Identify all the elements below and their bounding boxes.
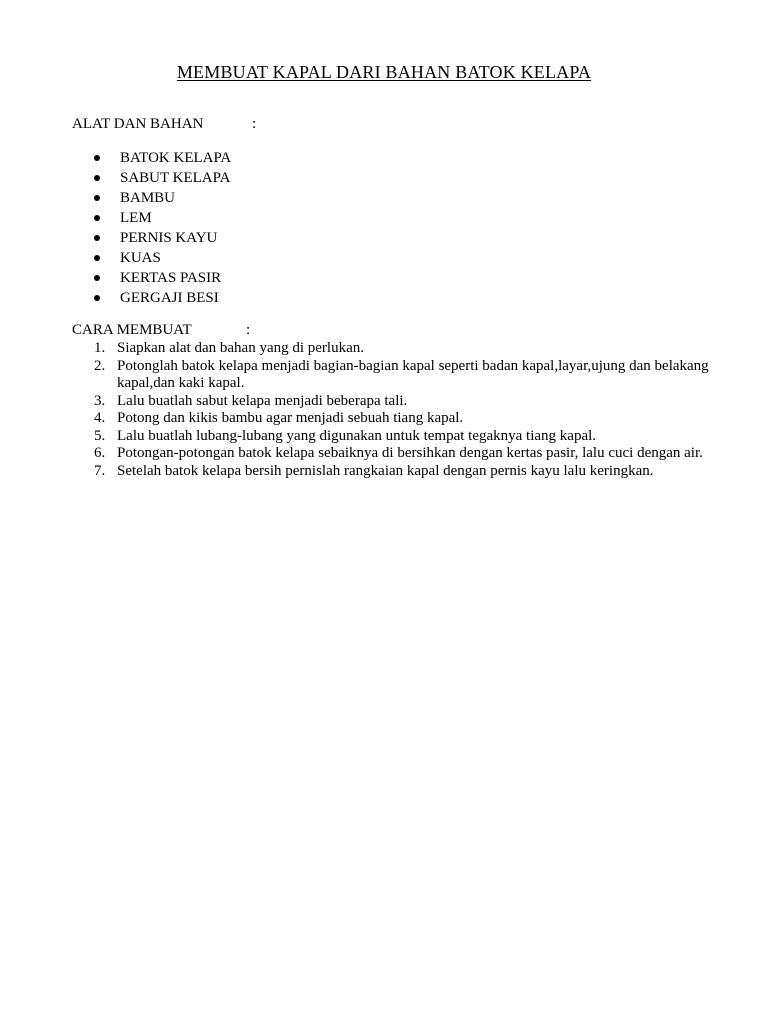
material-item	[92, 188, 231, 208]
step-text: Potonglah batok kelapa menjadi bagian-bagian kapal seperti badan kapal,layar,ujung dan belakang kapal,dan kaki kapal.	[117, 357, 709, 391]
materials-heading-colon: :	[252, 116, 257, 132]
step-item	[90, 358, 710, 393]
step-text: Lalu buatlah lubang-lubang yang digunakan untuk tempat tegaknya tiang kapal.	[117, 427, 597, 444]
step-item	[90, 410, 710, 428]
material-item	[92, 288, 231, 308]
step-number: 1.	[94, 340, 106, 356]
bullet-icon	[94, 155, 100, 161]
step-text: Potong dan kikis bambu agar menjadi sebuah tiang kapal.	[117, 410, 464, 426]
step-number: 5.	[94, 427, 106, 444]
step-number: 3.	[94, 392, 106, 409]
bullet-icon	[94, 175, 100, 181]
step-number: 6.	[94, 445, 106, 461]
material-item	[92, 148, 231, 168]
material-item	[92, 228, 231, 248]
step-text: Lalu buatlah sabut kelapa menjadi beberapa tali.	[117, 392, 408, 409]
material-item-text: GERGAJI BESI	[120, 290, 219, 306]
material-item-text: SABUT KELAPA	[120, 170, 231, 186]
step-item	[90, 445, 710, 463]
step-number: 2.	[94, 357, 106, 374]
step-item	[90, 463, 710, 481]
material-item-text: PERNIS KAYU	[120, 230, 218, 246]
bullet-icon	[94, 255, 100, 261]
step-item	[90, 428, 710, 446]
step-number: 7.	[94, 462, 106, 479]
material-item-text: BAMBU	[120, 190, 176, 206]
material-item	[92, 168, 231, 188]
step-text: Siapkan alat dan bahan yang di perlukan.	[117, 340, 365, 356]
material-item-text: KUAS	[120, 250, 161, 266]
material-item	[92, 248, 231, 268]
bullet-icon	[94, 295, 100, 301]
step-number: 4.	[94, 410, 106, 426]
materials-heading	[72, 116, 257, 133]
material-item	[92, 208, 231, 228]
material-item-text: KERTAS PASIR	[120, 270, 222, 286]
steps-list	[90, 340, 710, 480]
step-item	[90, 393, 710, 411]
bullet-icon	[94, 195, 100, 201]
step-item	[90, 340, 710, 358]
material-item	[92, 268, 231, 288]
bullet-icon	[94, 215, 100, 221]
materials-heading-label: ALAT DAN BAHAN	[72, 116, 204, 132]
document-title: MEMBUAT KAPAL DARI BAHAN BATOK KELAPA	[176, 62, 592, 82]
steps-heading	[72, 322, 251, 339]
bullet-icon	[94, 235, 100, 241]
steps-heading-label: CARA MEMBUAT	[72, 322, 192, 338]
materials-list	[92, 148, 231, 308]
material-item-text: LEM	[120, 210, 152, 226]
bullet-icon	[94, 275, 100, 281]
material-item-text: BATOK KELAPA	[120, 150, 232, 166]
step-text: Potongan-potongan batok kelapa sebaiknya di bersihkan dengan kertas pasir, lalu cuci dengan air.	[117, 445, 703, 461]
step-text: Setelah batok kelapa bersih pernislah rangkaian kapal dengan pernis kayu lalu keringkan.	[117, 462, 654, 479]
steps-heading-colon: :	[246, 322, 251, 338]
